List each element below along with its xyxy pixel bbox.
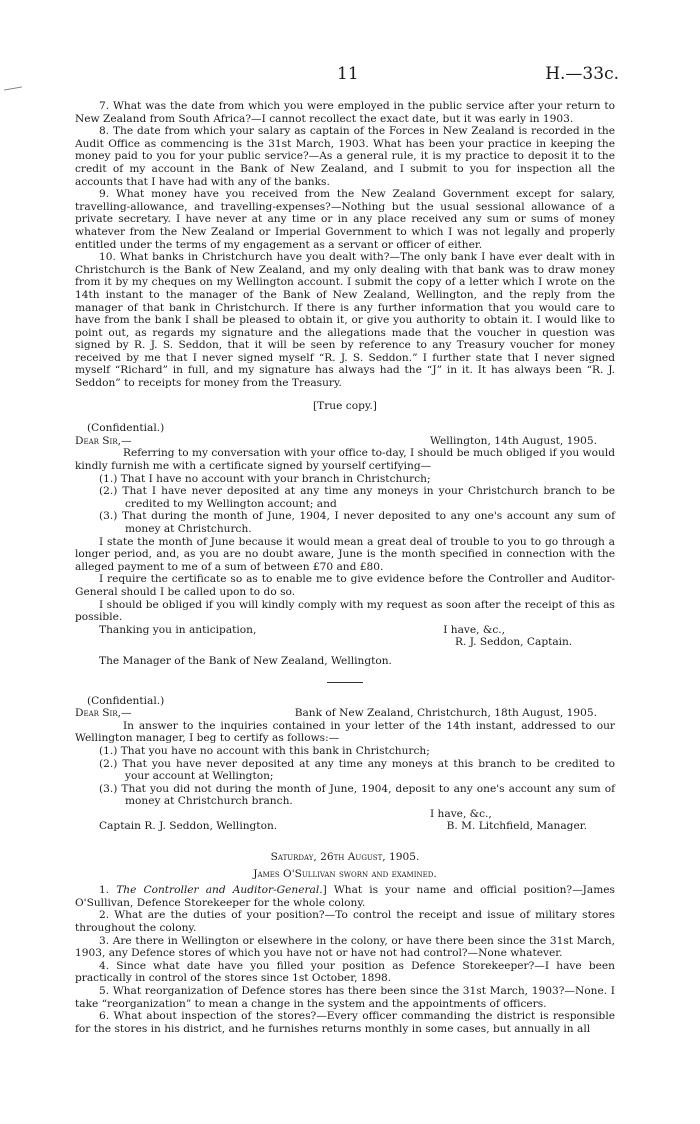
- osullivan-question-6: 6. What about inspection of the stores?—Every officer commanding the district is responsible for the stores in his district, and he furnishes returns monthly in some cases, but annually in all: [75, 1010, 615, 1035]
- letter1-item-2: (2.) That I have never deposited at any time any moneys in your Christchurch branch to be credited to my Wellington account; and: [99, 485, 615, 510]
- question-7: 7. What was the date from which you were employed in the public service after your return to New Zealand from South Africa?—I cannot recollect the exact date, but it was early in 1903.: [75, 100, 615, 125]
- letter-seddon: [75, 422, 615, 667]
- letter2-confidential: (Confidential.): [87, 694, 165, 707]
- letter2-item-1: (1.) That you have no account with this bank in Christchurch;: [99, 744, 430, 757]
- witness-heading: James O'Sullivan sworn and examined.: [253, 867, 437, 880]
- osullivan-question-5: 5. What reorganization of Defence stores has there been since the 31st March, 1903?—None. I take “reorganization” to mean a change in the system and the appointments of officers.: [75, 985, 615, 1010]
- letter1-heading: [75, 435, 615, 448]
- letter1-thanks: Thanking you in anticipation,: [99, 623, 257, 636]
- q1-examiner: The Controller and Auditor-General.: [116, 884, 323, 897]
- letter1-closing: I have, &c.,: [443, 623, 505, 636]
- question-9: 9. What money have you received from the New Zealand Government except for salary, travelling-allowance, and travelling-expenses?—Nothing but the usual sessional allowance of a private secretary. I have never at any time or in any place received any sum or sums of money whatever from the New Zealand or Imperial Government to which I was not legally and properly entitled under the terms of my engagement as a servant or officer of either.: [75, 188, 615, 251]
- letter2-heading: [75, 707, 615, 720]
- session-date: Saturday, 26th August, 1905.: [270, 851, 420, 864]
- true-copy-note: [True copy.]: [313, 399, 377, 412]
- letter2-intro: In answer to the inquiries contained in your letter of the 14th instant, addressed to our Wellington manager, I beg to certify as follows:—: [75, 719, 615, 745]
- letter2-salutation: Dear Sir,—: [75, 707, 132, 720]
- letter1-para-1: I state the month of June because it would mean a great deal of trouble to you to go through a longer period, and, as you are no doubt aware, June is the month specified in connection with the alleged payment to me of a sum of between £70 and £80.: [75, 535, 615, 573]
- question-8: 8. The date from which your salary as captain of the Forces in New Zealand is recorded in the Audit Office as commencing is the 31st March, 1903. What has been your practice in keeping the money paid to you for your public service?—As a general rule, it is my practice to deposit it to the credit of my account in the Bank of New Zealand, and I submit to you for inspection all the accounts that I have had with any of the banks.: [75, 125, 615, 188]
- letter1-intro: Referring to my conversation with your office to-day, I should be much obliged if you would kindly furnish me with a certificate signed by yourself certifying—: [75, 447, 615, 473]
- section-divider: [327, 682, 363, 683]
- letter1-para-3: I should be obliged if you will kindly comply with my request as soon after the receipt of this as possible.: [75, 598, 615, 624]
- q1-text: ] What is your name and official position?—James O'Sullivan, Defence Storekeeper for the whole colony.: [75, 884, 615, 909]
- osullivan-question-3: 3. Are there in Wellington or elsewhere in the colony, or have there been since the 31st March, 1903, any Defence stores of which you have not or have not had control?—None whatever.: [75, 934, 615, 960]
- page-header: [75, 64, 619, 92]
- margin-mark: [4, 86, 22, 90]
- letter1-place-date: Wellington, 14th August, 1905.: [429, 434, 597, 447]
- letter1-closing-row: [75, 624, 615, 637]
- letter1-para-2: I require the certificate so as to enable me to give evidence before the Controller and Auditor-General should I be called upon to do so.: [75, 573, 615, 598]
- letter2-addressee: Captain R. J. Seddon, Wellington.: [99, 820, 278, 833]
- letter1-confidential: (Confidential.): [87, 422, 165, 435]
- osullivan-question-4: 4. Since what date have you filled your position as Defence Storekeeper?—I have been practically in control of the stores since 1st October, 1898.: [75, 959, 615, 985]
- letter1-item-1: (1.) That I have no account with your branch in Christchurch;: [99, 472, 431, 485]
- letter1-addressee: The Manager of the Bank of New Zealand, Wellington.: [99, 654, 392, 667]
- letter2-signature-row: [75, 820, 615, 833]
- letter2-place-date: Bank of New Zealand, Christchurch, 18th August, 1905.: [294, 707, 597, 720]
- document-reference: H.—33c.: [545, 64, 619, 84]
- osullivan-question-1: [75, 884, 615, 909]
- letter-litchfield: [75, 695, 615, 834]
- page-body: [75, 100, 615, 1035]
- q1-lead: 1.: [99, 884, 117, 897]
- letter2-item-2: (2.) That you have never deposited at any time any moneys at this branch to be credited to your account at Wellington;: [99, 757, 615, 783]
- letter1-signature: R. J. Seddon, Captain.: [455, 636, 573, 649]
- osullivan-question-2: 2. What are the duties of your position?—To control the receipt and issue of military stores throughout the colony.: [75, 909, 615, 935]
- letter2-signature: B. M. Litchfield, Manager.: [446, 820, 587, 833]
- question-10: 10. What banks in Christchurch have you dealt with?—The only bank I have ever dealt with in Christchurch is the Bank of New Zealand, and my only dealing with that bank was to draw money from it by my cheques on my Wellington account. I submit the copy of a letter which I wrote on the 14th instant to the manager of the Bank of New Zealand, Wellington, and the reply from the manager of that bank in Christchurch. If there is any further information that you would care to have from the bank I shall be pleased to obtain it, or give you authority to obtain it. I would like to point out, as regards my signature and the allegations made that the voucher in question was signed by R. J. S. Seddon, that it will be seen by reference to any Treasury voucher for money received by me that I never signed myself “R. J. S. Seddon.” I further state that I never signed myself “Richard” in full, and my signature has always had the “J” in it. It has always been “R. J. Seddon” to receipts for money from the Treasury.: [75, 251, 615, 390]
- letter2-closing: I have, &c.,: [430, 807, 492, 820]
- page-number: 11: [337, 64, 359, 84]
- letter1-salutation: Dear Sir,—: [75, 434, 132, 447]
- letter2-item-3: (3.) That you did not during the month of June, 1904, deposit to any one's account any sum of money at Christchurch branch.: [99, 782, 615, 808]
- letter1-item-3: (3.) That during the month of June, 1904, I never deposited to any one's account any sum of money at Christchurch.: [99, 510, 615, 535]
